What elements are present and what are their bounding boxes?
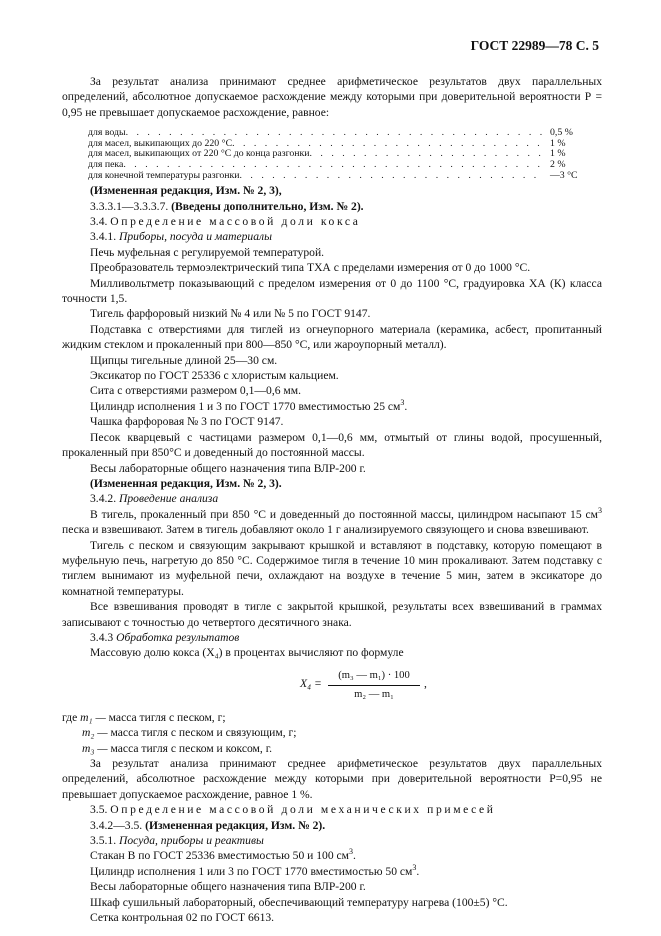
legend-row <box>62 710 602 725</box>
formula-tail: , <box>424 676 427 690</box>
equipment-item <box>62 848 602 863</box>
equipment-item: Тигель фарфоровый низкий № 4 или № 5 по ГОСТ 9147. <box>90 307 371 321</box>
subsection-number: 3.4.3 <box>90 630 114 644</box>
superscript: 3 <box>412 862 417 872</box>
subsection-heading <box>62 833 602 848</box>
tolerance-label: для пека <box>88 160 124 170</box>
procedure-text: В тигель, прокаленный при 850 °С и доведенный до постоянной массы, цилиндром насыпают 15 см <box>90 507 598 521</box>
result-paragraph: За результат анализа принимают среднее арифметическое результатов двух параллельных определений, абсолютное расхождение между которыми при доверительной вероятности Р=0,95 не превышает допускаемое расхождение, равное 1 %. <box>62 757 602 801</box>
legend-text: масса тигля с песком и связующим, г; <box>110 726 297 740</box>
equipment-text: Цилиндр исполнения 1 или 3 по ГОСТ 1770 вместимостью 50 см <box>90 864 413 878</box>
legend-text: масса тигля с песком и коксом, г. <box>110 741 273 755</box>
legend-text: масса тигля с песком, г; <box>108 710 226 724</box>
tolerance-label: для конечной температуры разгонки <box>88 170 240 181</box>
equipment-item: Подставка с отверстиями для тиглей из огнеупорного материала (керамика, асбест, пропитанный жидким стеклом и прокаленный при 800—850 °С, или жароупорный металл). <box>62 322 602 352</box>
edition-note-text: (Измененная редакция, Изм. № 2). <box>145 818 326 832</box>
formula-denominator: m₂ — m₁ <box>354 689 394 701</box>
page-content <box>62 74 602 925</box>
equipment-item: Шкаф сушильный лабораторный, обеспечивающий температуру нагрева (100±5) °С. <box>90 895 508 909</box>
edition-note: (Измененная редакция, Изм. № 2, 3), <box>90 184 282 198</box>
subsection-title: Обработка результатов <box>116 630 240 644</box>
tolerance-row <box>88 149 602 160</box>
equipment-item <box>62 864 602 879</box>
subsection-number: 3.4.2. <box>90 492 117 506</box>
formula-numerator: (m₃ — m₁) · 100 <box>328 668 420 686</box>
equipment-text-end: . <box>353 849 356 863</box>
procedure-paragraph: Все взвешивания проводят в тигле с закрытой крышкой, результаты всех взвешиваний в граммах записывают с точностью до четвертого десятичного знака. <box>62 600 602 629</box>
subsection-heading <box>62 491 602 506</box>
superscript: 3 <box>349 847 354 857</box>
tolerance-value: 2 % <box>550 160 566 170</box>
tolerance-list <box>88 128 602 181</box>
subsection-title: Посуда, приборы и реактивы <box>119 834 264 848</box>
section-heading <box>62 802 602 817</box>
tolerance-row <box>88 128 602 139</box>
tolerance-label: для воды <box>88 128 126 139</box>
dot-leader <box>232 139 544 150</box>
procedure-paragraph <box>62 507 602 538</box>
legend-symbol: m₂ — <box>82 726 108 740</box>
edition-note-line <box>62 818 602 833</box>
equipment-item: Милливольтметр показывающий с пределом измерения от 0 до 1100 °С, градуировка ХА (К) класса точности 1,5. <box>62 276 602 306</box>
tolerance-row <box>88 139 602 150</box>
equipment-text: Стакан В по ГОСТ 25336 вместимостью 50 и 100 см <box>90 849 350 863</box>
intro-paragraph: За результат анализа принимают среднее арифметическое результатов двух параллельных определений, абсолютное допускаемое расхождение между которыми при доверительной вероятности Р = 0,95 не превышает допускаемое расхождение, равное: <box>62 75 602 119</box>
formula-fraction <box>328 668 420 703</box>
section-title: Определение массовой доли механических примесей <box>110 803 496 817</box>
added-note-number: 3.3.3.1—3.3.3.7. <box>90 199 169 213</box>
equipment-item: Весы лабораторные общего назначения типа ВЛР-200 г. <box>90 461 366 475</box>
equipment-item: Эксикатор по ГОСТ 25336 с хлористым кальцием. <box>90 369 339 383</box>
section-number: 3.5. <box>90 803 108 817</box>
equipment-item <box>62 399 602 414</box>
equipment-text-end: . <box>416 864 420 878</box>
variable-legend <box>62 710 602 756</box>
tolerance-value: 1 % <box>550 138 566 149</box>
equipment-item: Песок кварцевый с частицами размером 0,1—0,6 мм, отмытый от глины водой, просушенный, прокаленный при 850°С и доведенный до постоянной массы. <box>62 430 602 460</box>
legend-row <box>62 741 602 756</box>
added-note <box>62 199 602 214</box>
equipment-item: Преобразователь термоэлектрический типа ТХА с пределами измерения от 0 до 1000 °С. <box>90 261 531 275</box>
tolerance-value: 1 % <box>550 149 566 160</box>
tolerance-label: для масел, выкипающих от 220 °С до конца разгонки <box>88 149 310 160</box>
superscript: 3 <box>400 398 405 408</box>
dot-leader <box>126 128 544 139</box>
formula <box>62 668 602 702</box>
procedure-paragraph: Тигель с песком и связующим закрывают крышкой и вставляют в подставку, которую помещают в муфельную печь, нагретую до 850 °С. Содержимое тигля в течение 10 мин прокаливают. Затем подставку с тиглем вынимают из муфельной печи, охлаждают на воздухе в течение 5 мин, затем в эксикаторе до комнатной температуры. <box>62 538 602 598</box>
legend-row <box>62 725 602 740</box>
subsection-title: Приборы, посуда и материалы <box>119 230 272 244</box>
added-note-text: (Введены дополнительно, Изм. № 2). <box>171 199 364 213</box>
equipment-item: Чашка фарфоровая № 3 по ГОСТ 9147. <box>90 415 284 429</box>
tolerance-value: —3 °С <box>550 170 578 181</box>
tolerance-label: для масел, выкипающих до 220 °С <box>88 138 233 149</box>
section-heading <box>62 214 602 229</box>
legend-symbol: m₃ — <box>82 741 108 755</box>
subsection-heading <box>62 229 602 244</box>
section-number: 3.4. <box>90 215 108 228</box>
page-header: ГОСТ 22989—78 С. 5 <box>470 38 599 53</box>
subsection-title: Проведение анализа <box>119 492 219 506</box>
equipment-text: Цилиндр исполнения 1 и 3 по ГОСТ 1770 вместимостью 25 см <box>90 399 401 413</box>
subsection-number: 3.4.1. <box>90 230 117 244</box>
equipment-item: Печь муфельная с регулируемой температурой. <box>90 245 325 259</box>
dot-leader <box>123 160 544 171</box>
equipment-item: Весы лабораторные общего назначения типа ВЛР-200 г. <box>90 880 366 894</box>
tolerance-value: 0,5 % <box>550 128 573 139</box>
section-title: Определение массовой доли кокса <box>110 215 361 228</box>
legend-symbol: m₁ — <box>80 710 106 724</box>
tolerance-row <box>88 171 602 182</box>
procedure-text: песка и взвешивают. Затем в тигель добавляют около 1 г анализируемого связующего и снова взвешивают. <box>62 523 589 537</box>
formula-lhs: X₄ = <box>300 676 322 690</box>
equipment-item: Сита с отверстиями размером 0,1—0,6 мм. <box>90 384 301 398</box>
tolerance-row <box>88 160 602 171</box>
equipment-text-end: . <box>404 399 408 413</box>
superscript: 3 <box>598 505 602 515</box>
subsection-heading <box>62 630 602 645</box>
equipment-item: Сетка контрольная 02 по ГОСТ 6613. <box>90 911 275 925</box>
subsection-number: 3.5.1. <box>90 834 117 848</box>
edition-note-number: 3.4.2—3.5. <box>90 818 143 832</box>
dot-leader <box>310 149 544 160</box>
equipment-item: Щипцы тигельные длиной 25—30 см. <box>90 353 278 367</box>
edition-note: (Измененная редакция, Изм. № 2, 3). <box>90 476 282 490</box>
calc-paragraph: Массовую долю кокса (X₄) в процентах вычисляют по формуле <box>90 646 404 660</box>
dot-leader <box>240 171 544 182</box>
legend-intro: где <box>62 710 78 724</box>
